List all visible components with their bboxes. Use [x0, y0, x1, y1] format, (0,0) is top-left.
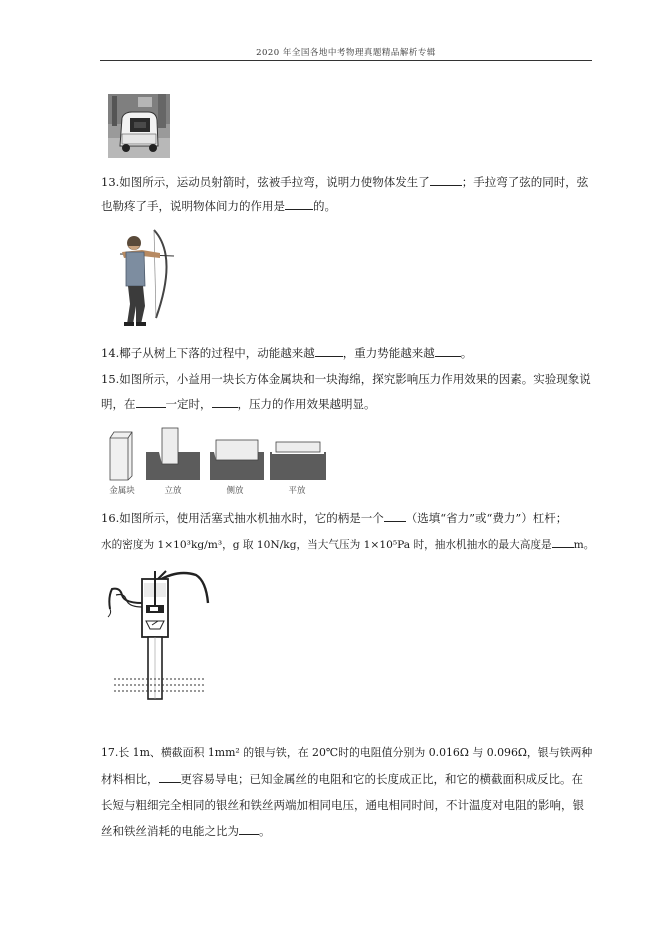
caption-flat: 平放	[288, 486, 306, 496]
q15-line-1	[101, 371, 591, 387]
caption-metal-block: 金属块	[109, 486, 135, 496]
q15-text: 明，在	[101, 397, 136, 411]
q17-text: 。	[259, 824, 271, 838]
q14-line-1	[101, 345, 472, 361]
q16-line-1	[101, 510, 567, 526]
q17-text: 17.长 1m、横截面积 1mm² 的银与铁，在 20℃时的电阻值分别为 0.016Ω 与 0.096Ω，银与铁两种	[101, 746, 593, 759]
q16-text: 16.如图所示，使用活塞式抽水机抽水时，它的柄是一个	[101, 511, 384, 525]
q15-line-2	[101, 396, 376, 412]
q14-text: 14.椰子从树上下落的过程中，动能越来越	[101, 346, 315, 360]
q17-line-3	[101, 797, 584, 813]
q17-line-2	[101, 771, 583, 787]
q17-text: 丝和铁丝消耗的电能之比为	[101, 824, 239, 838]
q15-text: 一定时，	[165, 397, 212, 411]
header-divider	[100, 60, 592, 61]
robot-vehicle-photo	[108, 94, 170, 158]
caption-standing: 立放	[164, 486, 182, 496]
q13-line-1	[101, 174, 588, 190]
q15-blank-2	[212, 396, 238, 408]
q14-blank-1	[315, 345, 343, 357]
q13-text: 的。	[313, 199, 336, 213]
q17-blank-2	[239, 823, 259, 835]
q17-line-4	[101, 823, 271, 839]
q16-line-2	[101, 536, 594, 553]
q17-text: 更容易导电；已知金属丝的电阻和它的长度成正比，和它的横截面积成反比。在	[180, 772, 583, 786]
q14-text: 。	[460, 346, 473, 360]
q13-text: ；手拉弯了弦的同时，弦	[461, 175, 589, 189]
q17-line-1	[101, 745, 592, 761]
q13-text: 也勒疼了手，说明物体间力的作用是	[101, 199, 285, 213]
q15-text: ，压力的作用效果越明显。	[237, 397, 376, 411]
q13-blank-1	[430, 174, 462, 186]
archer-figure	[114, 226, 184, 328]
page-header: 2020 年全国各地中考物理真题精品解析专辑	[256, 48, 436, 58]
q13-line-2	[101, 198, 336, 214]
q17-text: 材料相比，	[101, 772, 159, 786]
sponge-experiment-figure	[106, 426, 330, 484]
q13-text: 13.如图所示，运动员射箭时，弦被手拉弯，说明力使物体发生了	[101, 175, 430, 189]
q15-blank-1	[136, 396, 166, 408]
q14-blank-2	[435, 345, 461, 357]
q13-blank-2	[285, 198, 313, 210]
q16-text: m。	[573, 538, 595, 551]
q16-text: 水的密度为 1×10³kg/m³，g 取 10N/kg，当大气压为 1×10⁵Pa 时，抽水机抽水的最大高度是	[101, 538, 552, 551]
piston-pump-figure	[106, 563, 218, 701]
q16-blank-1	[384, 510, 406, 522]
q15-text: 15.如图所示，小益用一块长方体金属块和一块海绵，探究影响压力作用效果的因素。实验现象说	[101, 372, 591, 386]
q16-blank-2	[552, 536, 574, 548]
q17-blank-1	[159, 771, 181, 783]
caption-side: 侧放	[226, 486, 244, 496]
q14-text: ，重力势能越来越	[342, 346, 435, 360]
q16-text: （选填“省力”或“费力”）杠杆；	[405, 511, 568, 525]
q17-text: 长短与粗细完全相同的银丝和铁丝两端加相同电压，通电相同时间，不计温度对电阻的影响，银	[101, 798, 584, 812]
